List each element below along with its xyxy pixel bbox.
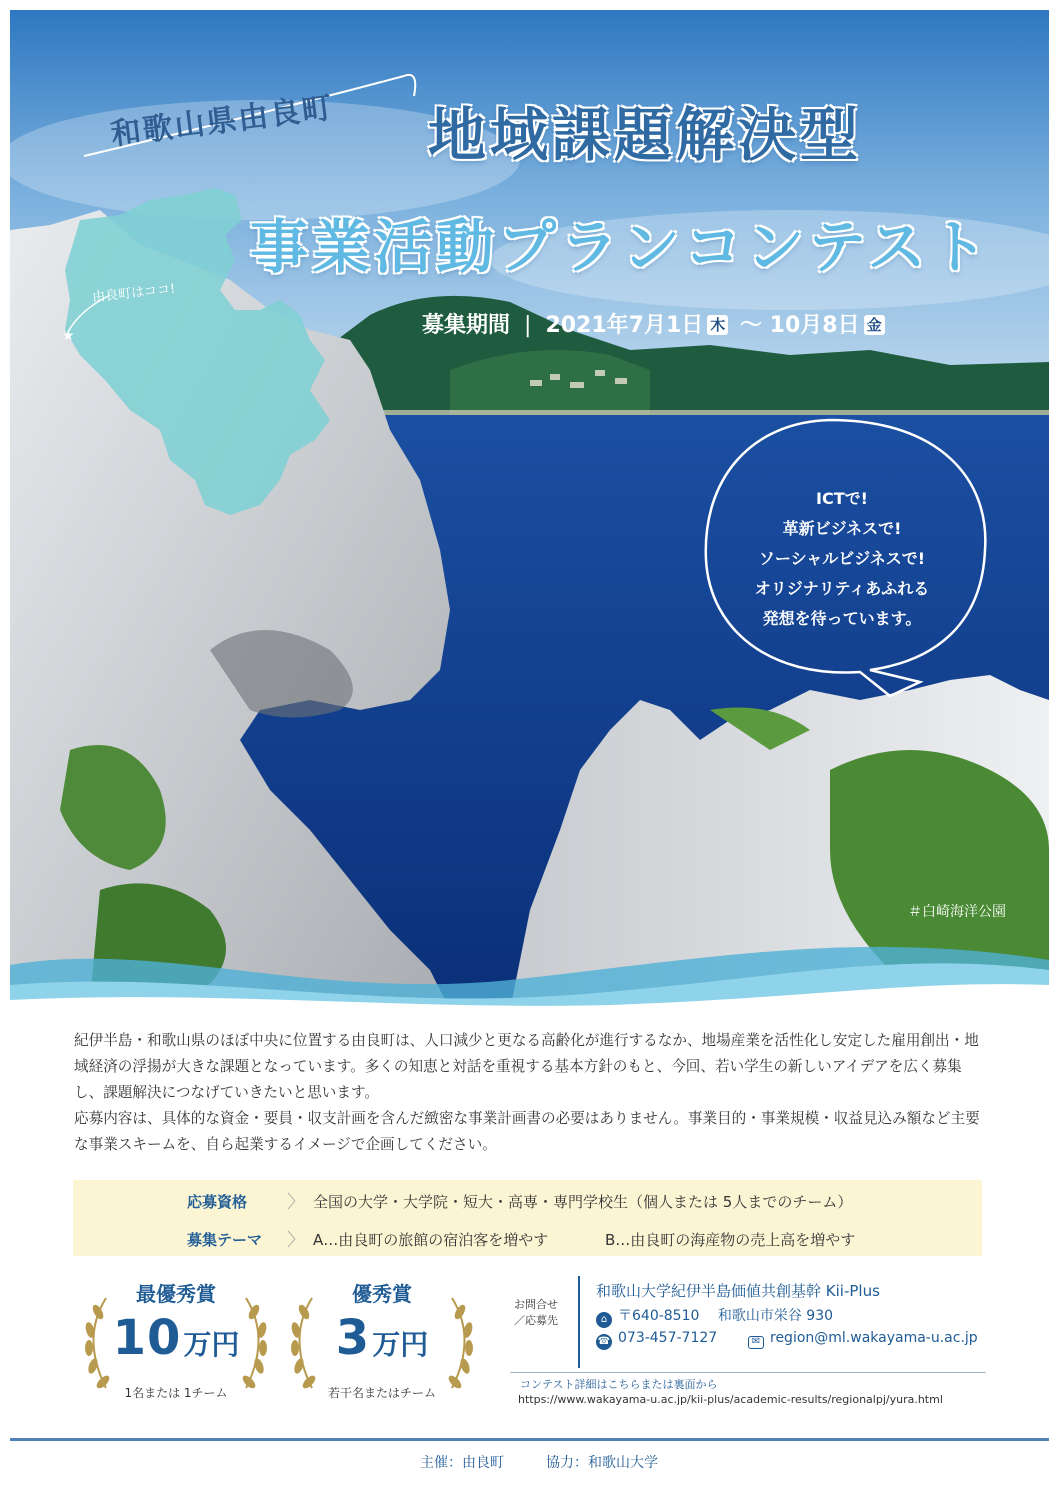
theme-row xyxy=(73,1218,982,1256)
grand-prize xyxy=(76,1276,276,1406)
organizer: 主催：由良町 xyxy=(420,1455,504,1471)
bubble-line: ICTで! xyxy=(816,489,868,508)
excellence-prize xyxy=(282,1276,482,1406)
period-label: 募集期間 xyxy=(422,313,511,338)
qualification-value: 全国の大学・大学院・短大・高専・専門学校生（個人または 5人までのチーム） xyxy=(313,1193,853,1211)
prize-note: 1名または 1チーム xyxy=(124,1386,228,1400)
period-end: 10月8日 xyxy=(769,313,860,338)
arrow-icon: 〉 xyxy=(287,1230,305,1251)
map-label: 由良町はココ! xyxy=(91,281,176,306)
prize-number: 10 xyxy=(112,1310,182,1366)
period-tilde: 〜 xyxy=(739,313,762,338)
title-line-2: 事業活動プランコンテスト xyxy=(250,213,992,281)
prize-name: 最優秀賞 xyxy=(136,1282,216,1306)
theme-a: A…由良町の旅館の宿泊客を増やす xyxy=(313,1231,549,1249)
footer-credits xyxy=(420,1452,658,1472)
bubble-line: 発想を待っています。 xyxy=(762,609,922,628)
prize-number: 3 xyxy=(335,1310,371,1366)
eligibility-box xyxy=(73,1180,982,1256)
street-address: 和歌山市栄谷 930 xyxy=(717,1308,834,1324)
phone-icon: ☎ xyxy=(596,1334,612,1350)
end-day-badge: 金 xyxy=(864,315,885,335)
prize-amount xyxy=(76,1310,276,1366)
contact-label xyxy=(514,1297,558,1329)
theme-label: 募集テーマ xyxy=(187,1231,263,1249)
qualification-label: 応募資格 xyxy=(187,1193,248,1211)
intro-text xyxy=(74,1028,986,1158)
svg-text:★: ★ xyxy=(62,328,75,344)
contact-address xyxy=(596,1305,833,1328)
period-start: 2021年7月1日 xyxy=(545,313,704,338)
mail-icon: ✉ xyxy=(748,1336,764,1349)
speech-bubble-text xyxy=(722,484,962,634)
prize-name: 優秀賞 xyxy=(352,1282,412,1306)
qualification-row xyxy=(73,1180,982,1218)
phone-number[interactable]: 073-457-7127 xyxy=(618,1330,718,1346)
intro-paragraph: 応募内容は、具体的な資金・要員・収支計画を含んだ緻密な事業計画書の必要はありません。事業目的・事業規模・収益見込み額など主要な事業スキームを、自ら起業するイメージで企画してください。 xyxy=(74,1110,980,1153)
bubble-line: オリジナリティあふれる xyxy=(754,579,930,598)
email-address[interactable]: region@ml.wakayama-u.ac.jp xyxy=(770,1330,978,1346)
contact-divider xyxy=(578,1276,580,1368)
theme-b: B…由良町の海産物の売上高を増やす xyxy=(605,1231,856,1249)
details-url-box xyxy=(510,1372,986,1411)
intro-paragraph: 紀伊半島・和歌山県のほぼ中央に位置する由良町は、人口減少と更なる高齢化が進行するなか、地場産業を活性化し安定した雇用創出・地域経済の浮揚が大きな課題となっています。多くの知恵と対話を重視する基本方針のもと、今回、若い学生の新しいアイデアを広く募集し、課題解決につなげていきたいと思います。 xyxy=(74,1032,979,1101)
home-icon: ⌂ xyxy=(596,1312,612,1328)
period-separator: | xyxy=(524,313,532,338)
url-label: コンテスト詳細はこちらまたは裏面から xyxy=(520,1378,718,1391)
details-url-link[interactable]: https://www.wakayama-u.ac.jp/kii-plus/academic-results/regionalpj/yura.html xyxy=(518,1393,943,1406)
bubble-line: ソーシャルビジネスで! xyxy=(758,549,926,568)
kicker-location: 和歌山県由良町 xyxy=(109,90,336,153)
prize-amount xyxy=(282,1310,482,1366)
contact-email xyxy=(748,1330,978,1349)
contact-label-line: お問合せ xyxy=(514,1298,558,1311)
postal-code: 〒640-8510 xyxy=(618,1308,700,1324)
prize-unit: 万円 xyxy=(372,1328,429,1361)
bubble-line: 革新ビジネスで! xyxy=(782,519,902,538)
cooperation: 協力：和歌山大学 xyxy=(546,1455,658,1471)
footer-divider xyxy=(10,1438,1049,1441)
title-line-1: 地域課題解決型 xyxy=(428,101,863,169)
contact-organization: 和歌山大学紀伊半島価値共創基幹 Kii-Plus xyxy=(596,1282,880,1300)
contact-label-line: ／応募先 xyxy=(514,1314,558,1327)
application-period xyxy=(422,308,889,339)
arrow-icon: 〉 xyxy=(287,1192,305,1213)
prize-unit: 万円 xyxy=(183,1328,240,1361)
contact-phone xyxy=(596,1330,717,1350)
prize-note: 若干名またはチーム xyxy=(327,1386,436,1400)
hero-photo xyxy=(10,10,1049,1010)
start-day-badge: 木 xyxy=(707,315,728,335)
photo-caption: ＃白崎海洋公園 xyxy=(908,904,1006,920)
